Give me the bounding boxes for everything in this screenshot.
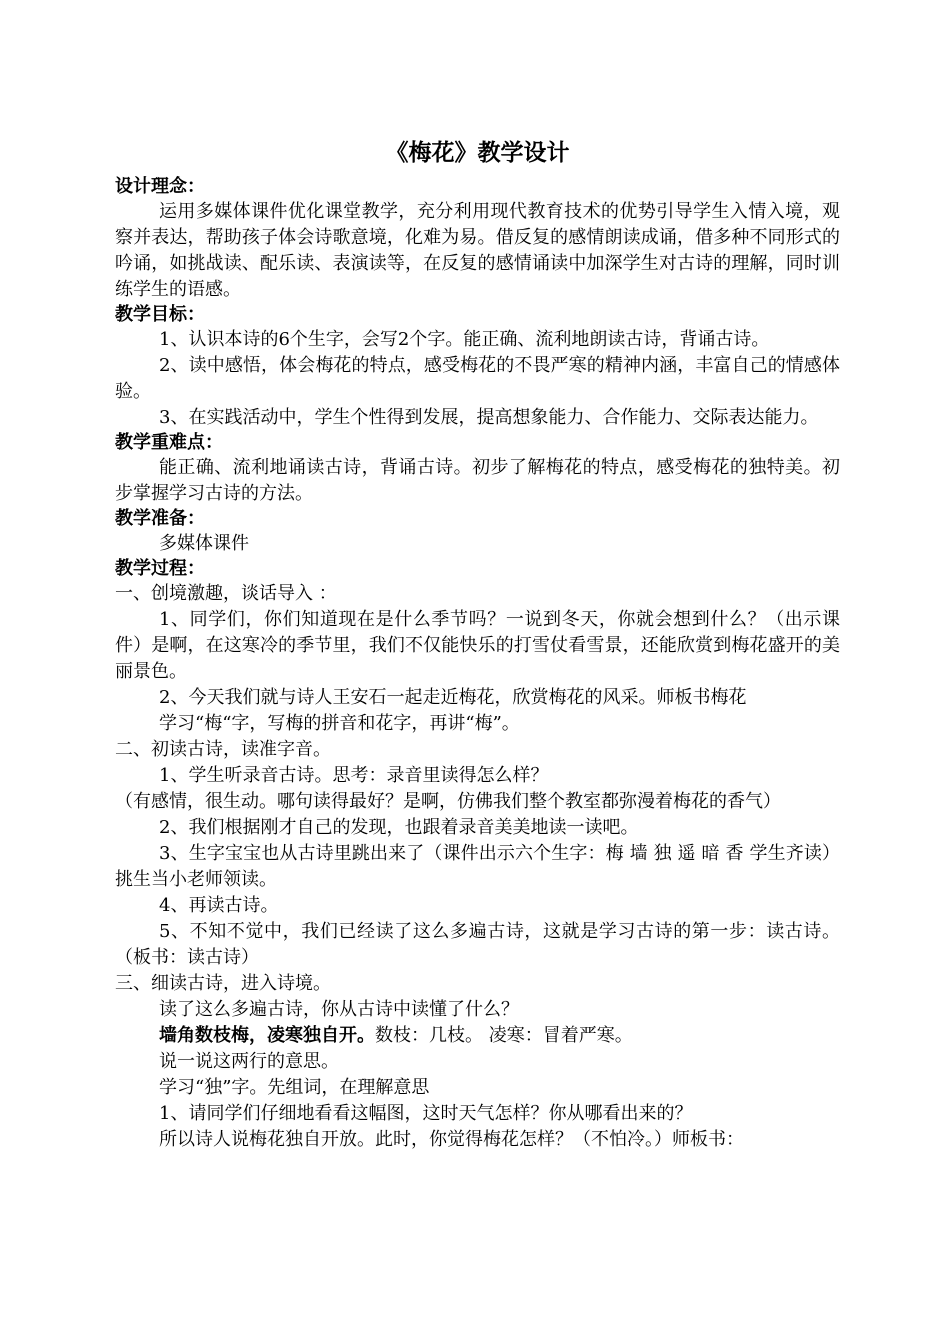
concept-heading: 设计理念： [115, 176, 205, 197]
part2-paragraph-1: 1、学生听录音古诗。思考：录音里读得怎么样？ [159, 765, 549, 786]
goal-item-3: 3、在实践活动中，学生个性得到发展，提高想象能力、合作能力、交际表达能力。 [159, 407, 819, 428]
part2-paragraph-5: 4、再读古诗。 [159, 895, 279, 916]
concept-text: 运用多媒体课件优化课堂教学，充分利用现代教育技术的优势引导学生入情入境，观察并表达，帮助孩子体会诗歌意境，化难为易。借反复的感情朗读成诵，借多种不同形式的吟诵，如挑战读、配乐读、表演读等，在反复的感情诵读中加深学生对古诗的理解，同时训练学生的语感。 [115, 201, 840, 300]
key-points-heading: 教学重难点： [115, 432, 223, 453]
part2-paragraph-4: 3、生字宝宝也从古诗里跳出来了（课件出示六个生字：梅 墙 独 遥 暗 香 学生齐读）挑生当小老师领读。 [115, 843, 840, 890]
goal-item-2: 2、读中感悟，体会梅花的特点，感受梅花的不畏严寒的精神内涵，丰富自己的情感体验。 [115, 355, 840, 402]
verse-note: 数枝：几枝。 凌寒：冒着严寒。 [375, 1025, 633, 1046]
part3-title: 三、细读古诗，进入诗境。 [115, 973, 331, 994]
prep-heading: 教学准备： [115, 508, 205, 529]
document-title: 《梅花》教学设计 [385, 139, 570, 166]
goals-heading: 教学目标： [115, 304, 205, 325]
part3-paragraph-1: 读了这么多遍古诗，你从古诗中读懂了什么？ [159, 999, 519, 1020]
part3-paragraph-2: 说一说这两行的意思。 [159, 1051, 339, 1072]
process-heading: 教学过程： [115, 558, 205, 579]
part1-paragraph-1: 1、同学们，你们知道现在是什么季节吗？一说到冬天，你就会想到什么？（出示课件）是啊，在这寒冷的季节里，我们不仅能快乐的打雪仗看雪景，还能欣赏到梅花盛开的美丽景色。 [115, 609, 840, 682]
part2-title: 二、初读古诗，读准字音。 [115, 739, 331, 760]
part1-paragraph-3: 学习“梅“字，写梅的拼音和花字，再讲“梅”。 [159, 713, 520, 734]
part2-paragraph-2: （有感情，很生动。哪句读得最好？是啊，仿佛我们整个教室都弥漫着梅花的香气） [115, 791, 781, 812]
part3-paragraph-3: 学习“独”字。先组词，在理解意思 [159, 1077, 430, 1098]
key-points-text: 能正确、流利地诵读古诗，背诵古诗。初步了解梅花的特点，感受梅花的独特美。初步掌握学习古诗的方法。 [115, 457, 840, 504]
part1-paragraph-2: 2、今天我们就与诗人王安石一起走近梅花，欣赏梅花的风采。师板书梅花 [159, 687, 747, 708]
part1-title: 一、创境激趣，谈话导入 ： [115, 583, 337, 604]
poem-verse: 墙角数枝梅，凌寒独自开。 [159, 1025, 375, 1046]
part3-paragraph-4: 1、请同学们仔细地看看这幅图，这时天气怎样？你从哪看出来的？ [159, 1103, 693, 1124]
part2-paragraph-6: 5、不知不觉中，我们已经读了这么多遍古诗，这就是学习古诗的第一步：读古诗。（板书：读古诗） [115, 921, 840, 968]
part3-paragraph-5: 所以诗人说梅花独自开放。此时，你觉得梅花怎样？（不怕冷。）师板书： [159, 1129, 744, 1150]
goal-item-1: 1、认识本诗的6个生字，会写2个字。能正确、流利地朗读古诗，背诵古诗。 [159, 329, 770, 350]
part3-verse-line [115, 1023, 840, 1049]
document-page [115, 135, 840, 1153]
prep-text: 多媒体课件 [159, 533, 249, 554]
part2-paragraph-3: 2、我们根据刚才自己的发现，也跟着录音美美地读一读吧。 [159, 817, 639, 838]
